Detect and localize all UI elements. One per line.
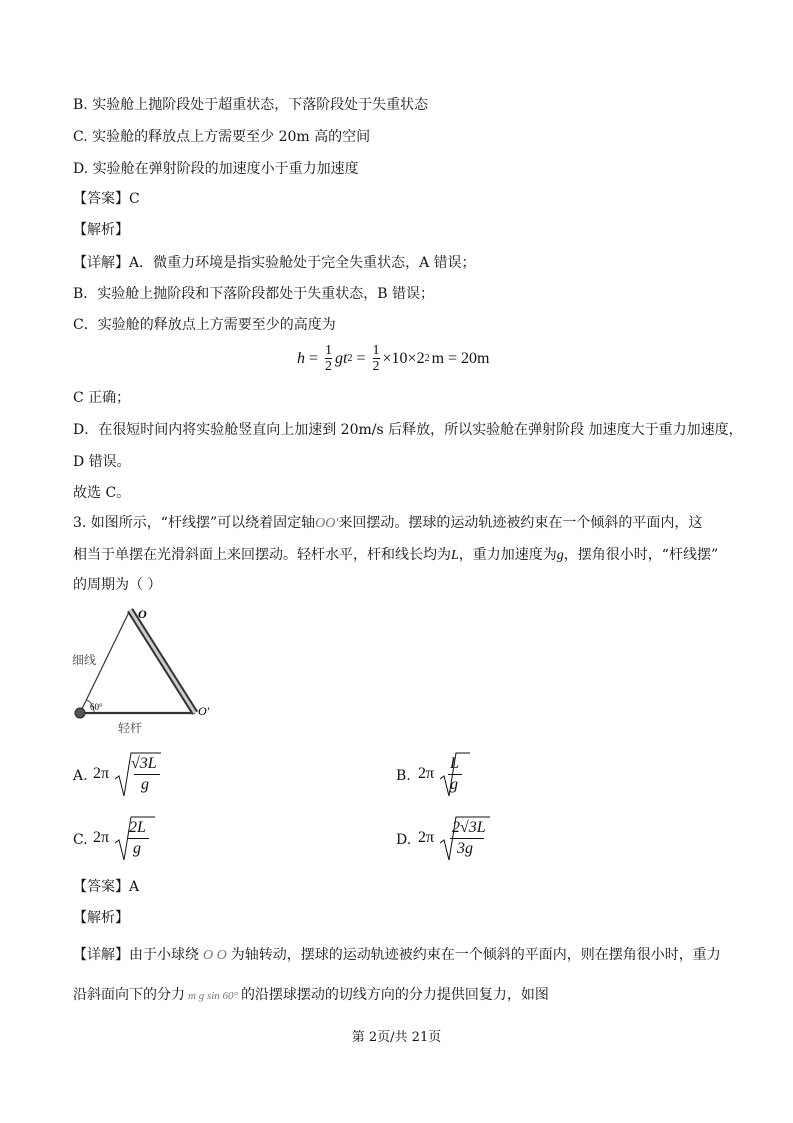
- detail-c: C．实验舱的释放点上方需要至少的高度为: [73, 317, 336, 333]
- option-b-text: B. 实验舱上抛阶段处于超重状态，下落阶段处于失重状态: [73, 97, 429, 113]
- label-o-prime: O′: [198, 704, 210, 718]
- final-detail-line-2: 沿斜面向下的分力 m g sin 60° 的沿摆球摆动的切线方向的分力提供回复力，如图: [73, 987, 549, 1003]
- label-angle: 60°: [90, 702, 103, 712]
- fraction-half: $\frac{1}{2}$: [325, 343, 333, 374]
- question-3-line-2: 相当于单摆在光滑斜面上来回摆动。轻杆水平，杆和线长均为L，重力加速度为g，摆角很小时，“杆线摆”: [73, 547, 719, 563]
- analysis-3-label: 【解析】: [73, 910, 129, 926]
- height-formula: h = $\frac{1}{2}$ gt 2 = $\frac{1}{2}$ ×10×2 2 m = 20m: [297, 343, 490, 374]
- option-d-label: D.: [396, 832, 412, 848]
- label-o: O: [138, 607, 147, 621]
- answer-3-label: 【答案】A: [73, 879, 140, 895]
- pendulum-figure: [60, 600, 220, 740]
- answer-label: 【答案】C: [73, 191, 140, 207]
- choose-c: 故选 C。: [73, 485, 131, 501]
- axis-bar-inner: [130, 610, 195, 713]
- label-thread: 细线: [72, 653, 97, 667]
- option-c-text: C. 实验舱的释放点上方需要至少 20m 高的空间: [73, 129, 371, 145]
- analysis-label: 【解析】: [73, 222, 129, 238]
- final-detail-line-1: 【详解】由于小球绕 O O 为轴转动，摆球的运动轨迹被约束在一个倾斜的平面内，则在摆角很小时，重力: [73, 947, 721, 963]
- c-correct: C 正确；: [73, 390, 131, 406]
- detail-a: 【详解】A．微重力环境是指实验舱处于完全失重状态，A 错误；: [73, 255, 476, 271]
- ball: [75, 708, 85, 718]
- d-wrong: D 错误。: [73, 454, 131, 470]
- page-footer: 第 2页/共 21页: [351, 1030, 442, 1045]
- option-b-label: B.: [396, 768, 411, 784]
- option-c-label: C.: [73, 832, 88, 848]
- question-3-line-1: 3. 如图所示，“杆线摆”可以绕着固定轴OO′来回摆动。摆球的运动轨迹被约束在一个倾斜的平面内，这: [73, 515, 703, 531]
- fraction-half-2: $\frac{1}{2}$: [372, 343, 380, 374]
- detail-b: B．实验舱上抛阶段和下落阶段都处于失重状态，B 错误；: [73, 286, 435, 302]
- detail-d: D．在很短时间内将实验舱竖直向上加速到 20m/s 后释放，所以实验舱在弹射阶段 加速度大于重力加速度，: [73, 422, 743, 438]
- label-rod: 轻杆: [118, 721, 143, 735]
- option-d-text: D. 实验舱在弹射阶段的加速度小于重力加速度: [73, 161, 359, 177]
- option-a-label: A.: [73, 768, 88, 784]
- question-3-line-3: 的周期为（ ）: [73, 577, 162, 593]
